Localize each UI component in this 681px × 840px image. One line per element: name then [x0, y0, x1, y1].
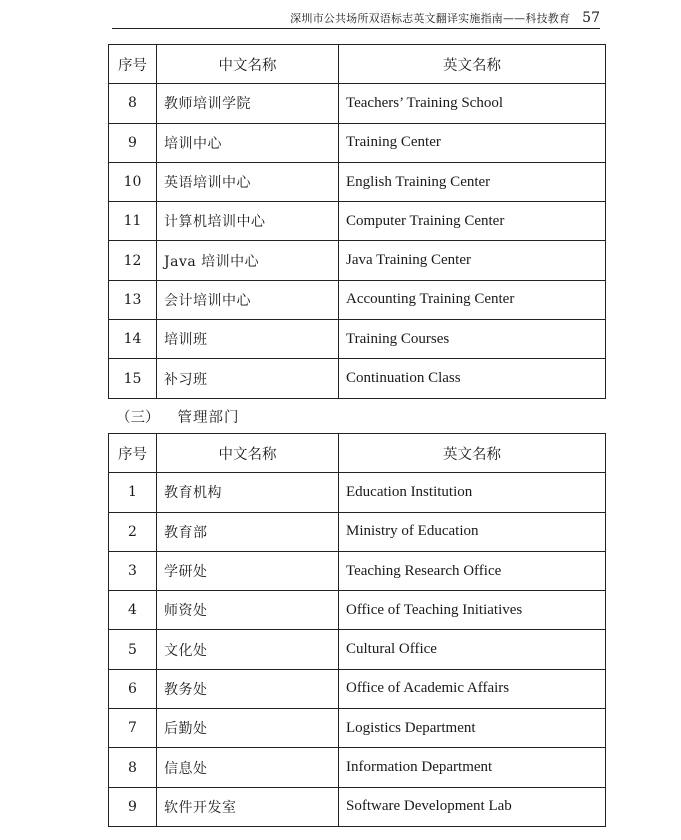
- table-header-row: [109, 45, 606, 84]
- english-name-cell: Logistics Department: [339, 709, 606, 748]
- chinese-name-cell: 补习班: [157, 359, 339, 398]
- running-title: 深圳市公共场所双语标志英文翻译实施指南——科技教育: [290, 12, 571, 25]
- chinese-name-cell: 培训班: [157, 320, 339, 359]
- training-table: [108, 44, 606, 399]
- table-row: [109, 473, 606, 512]
- row-number: 12: [109, 241, 157, 280]
- row-number: 7: [109, 709, 157, 748]
- chinese-name-cell: 教育部: [157, 512, 339, 551]
- english-name-cell: Education Institution: [339, 473, 606, 512]
- column-header-chinese-name: 中文名称: [157, 45, 339, 84]
- table-row: [109, 551, 606, 590]
- english-name-cell: Computer Training Center: [339, 202, 606, 241]
- chinese-name-cell: 教师培训学院: [157, 84, 339, 123]
- english-name-cell: Continuation Class: [339, 359, 606, 398]
- chinese-name-cell: 文化处: [157, 630, 339, 669]
- english-name-cell: Office of Teaching Initiatives: [339, 591, 606, 630]
- table-header-row: [109, 434, 606, 473]
- table-row: [109, 123, 606, 162]
- page-number: 57: [582, 10, 600, 26]
- management-table: [108, 433, 606, 827]
- section-title: 管理部门: [177, 410, 240, 426]
- chinese-name-cell: 会计培训中心: [157, 280, 339, 319]
- row-number: 14: [109, 320, 157, 359]
- row-number: 6: [109, 669, 157, 708]
- row-number: 2: [109, 512, 157, 551]
- column-header-chinese-name: 中文名称: [157, 434, 339, 473]
- management-table-body: [109, 473, 606, 827]
- table-row: [109, 787, 606, 826]
- table-row: [109, 591, 606, 630]
- table-row: [109, 320, 606, 359]
- section-heading: [116, 406, 240, 427]
- row-number: 11: [109, 202, 157, 241]
- chinese-name-cell: 培训中心: [157, 123, 339, 162]
- page-header: [112, 8, 600, 29]
- english-name-cell: English Training Center: [339, 162, 606, 201]
- column-header-english-name: 英文名称: [339, 434, 606, 473]
- row-number: 4: [109, 591, 157, 630]
- table-row: [109, 709, 606, 748]
- column-header-english-name: 英文名称: [339, 45, 606, 84]
- row-number: 3: [109, 551, 157, 590]
- table-row: [109, 202, 606, 241]
- chinese-name-cell: Java 培训中心: [157, 241, 339, 280]
- table-row: [109, 669, 606, 708]
- row-number: 1: [109, 473, 157, 512]
- table-row: [109, 84, 606, 123]
- row-number: 10: [109, 162, 157, 201]
- english-name-cell: Training Courses: [339, 320, 606, 359]
- table-row: [109, 280, 606, 319]
- english-name-cell: Cultural Office: [339, 630, 606, 669]
- english-name-cell: Training Center: [339, 123, 606, 162]
- row-number: 8: [109, 748, 157, 787]
- table-row: [109, 359, 606, 398]
- english-name-cell: Teachers’ Training School: [339, 84, 606, 123]
- english-name-cell: Teaching Research Office: [339, 551, 606, 590]
- chinese-name-cell: 信息处: [157, 748, 339, 787]
- row-number: 15: [109, 359, 157, 398]
- training-table-body: [109, 84, 606, 398]
- chinese-name-cell: 教务处: [157, 669, 339, 708]
- row-number: 9: [109, 123, 157, 162]
- english-name-cell: Office of Academic Affairs: [339, 669, 606, 708]
- english-name-cell: Ministry of Education: [339, 512, 606, 551]
- table-row: [109, 512, 606, 551]
- column-header-number: 序号: [109, 45, 157, 84]
- chinese-name-cell: 师资处: [157, 591, 339, 630]
- table-row: [109, 162, 606, 201]
- table-row: [109, 241, 606, 280]
- section-marker: （三）: [116, 410, 160, 426]
- column-header-number: 序号: [109, 434, 157, 473]
- table-row: [109, 630, 606, 669]
- chinese-name-cell: 英语培训中心: [157, 162, 339, 201]
- chinese-name-cell: 学研处: [157, 551, 339, 590]
- table-row: [109, 748, 606, 787]
- row-number: 9: [109, 787, 157, 826]
- chinese-name-cell: 后勤处: [157, 709, 339, 748]
- chinese-name-cell: 软件开发室: [157, 787, 339, 826]
- english-name-cell: Information Department: [339, 748, 606, 787]
- chinese-name-cell: 计算机培训中心: [157, 202, 339, 241]
- english-name-cell: Accounting Training Center: [339, 280, 606, 319]
- row-number: 8: [109, 84, 157, 123]
- english-name-cell: Java Training Center: [339, 241, 606, 280]
- row-number: 13: [109, 280, 157, 319]
- chinese-name-cell: 教育机构: [157, 473, 339, 512]
- row-number: 5: [109, 630, 157, 669]
- english-name-cell: Software Development Lab: [339, 787, 606, 826]
